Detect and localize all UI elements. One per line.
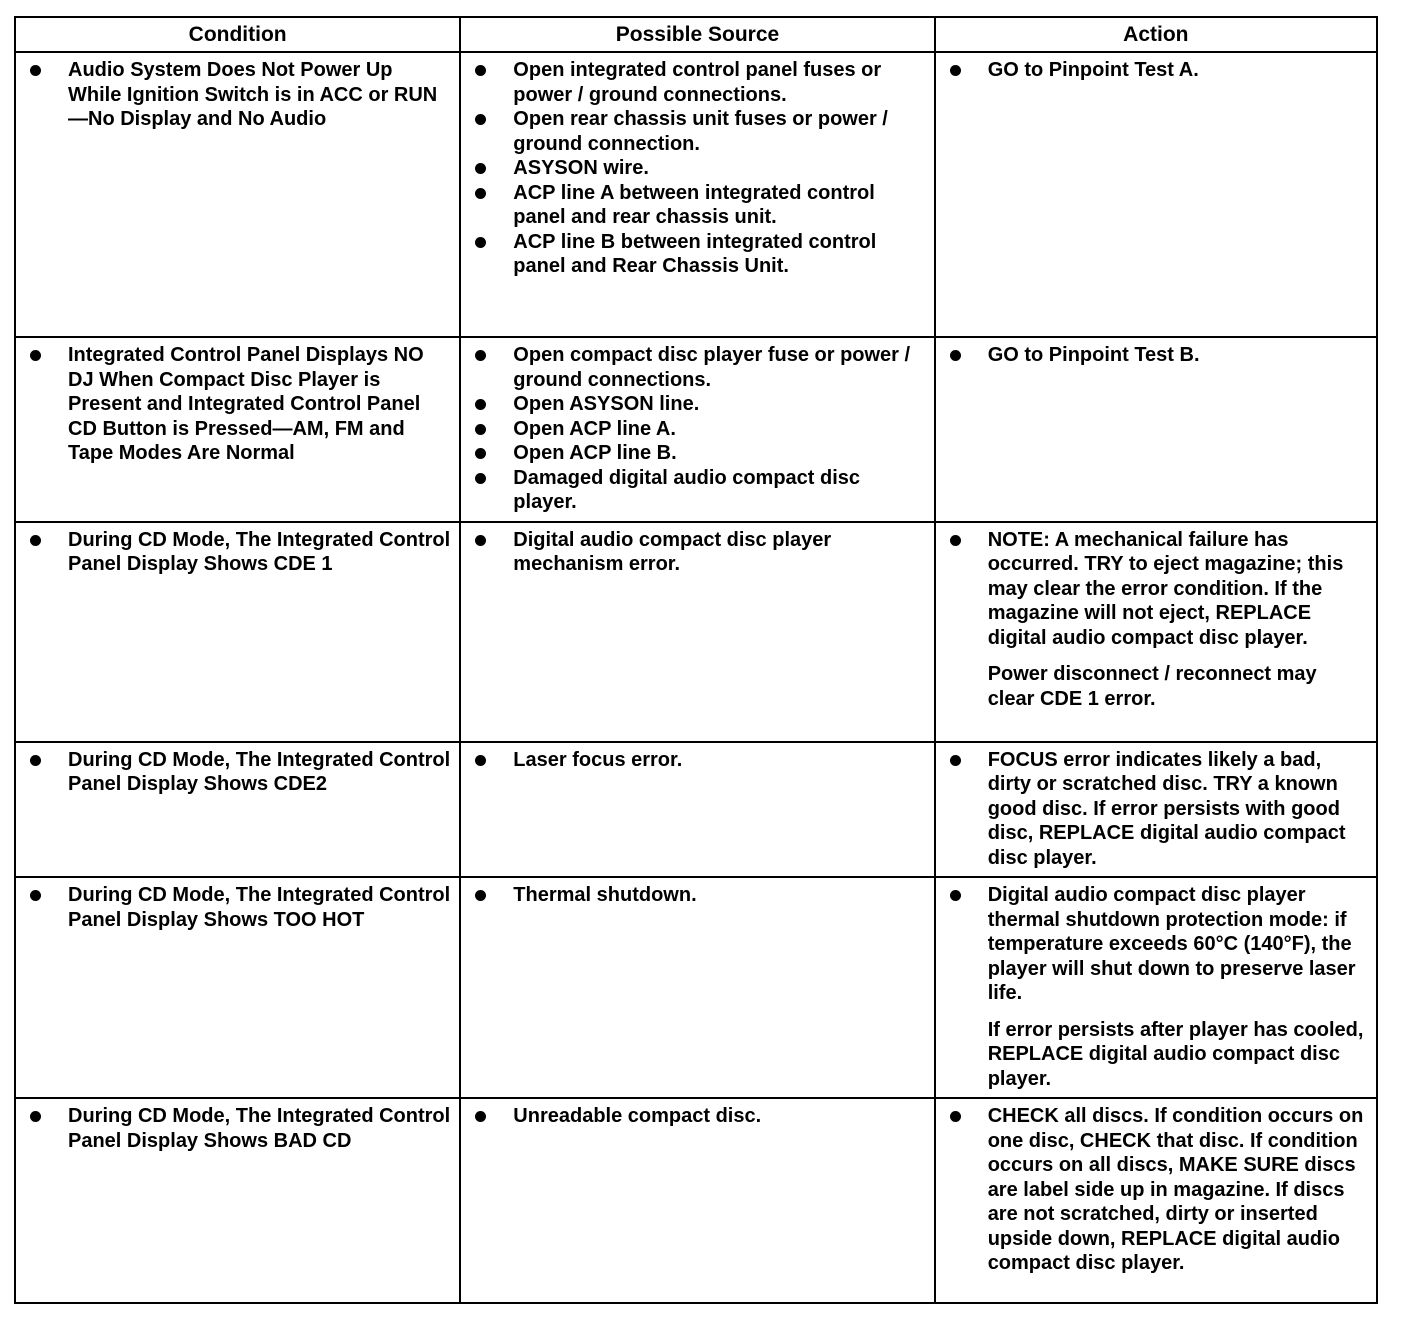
bullet-icon [475,890,486,901]
bullet-icon [475,473,486,484]
source-item [471,58,925,107]
action-note: If error persists after player has cooled, REPLACE digital audio compact disc player. [987,1018,1364,1090]
table-row [15,742,1377,878]
condition-item [26,343,451,466]
header-row [15,17,1377,52]
possible-source-cell [460,1098,934,1303]
source-item [471,883,925,908]
source-item [471,748,925,773]
source-item [471,466,925,515]
action-item-text: GO to Pinpoint Test B. [987,344,1200,366]
table-row [15,1098,1377,1303]
source-item [471,1104,925,1129]
condition-cell [15,522,460,742]
table-row [15,877,1377,1098]
source-item-text: Open integrated control panel fuses or power / ground connections. [513,59,882,106]
action-cell [935,522,1377,742]
action-item-text: NOTE: A mechanical failure has occurred. TRY to eject magazine; this may clear the error condition. If the magazine will not eject, REPLACE digital audio compact disc player. [987,528,1344,649]
action-cell [935,52,1377,337]
action-cell [935,742,1377,878]
bullet-icon [475,65,486,76]
source-item [471,343,925,392]
condition-cell [15,1098,460,1303]
condition-cell [15,52,460,337]
action-item [946,1104,1368,1276]
condition-item [26,528,451,577]
action-cell [935,337,1377,522]
possible-source-cell [460,877,934,1098]
source-item-text: Open rear chassis unit fuses or power / ground connection. [513,108,888,155]
bullet-icon [475,1111,486,1122]
condition-cell [15,877,460,1098]
bullet-icon [475,188,486,199]
bullet-icon [950,890,961,901]
source-item [471,392,925,417]
bullet-icon [950,1111,961,1122]
condition-item [26,748,451,797]
condition-item [26,1104,451,1153]
source-item-text: Open compact disc player fuse or power / ground connections. [513,344,911,391]
bullet-icon [475,535,486,546]
table-row [15,52,1377,337]
bullet-icon [475,237,486,248]
action-item [946,343,1368,368]
bullet-icon [950,65,961,76]
source-item-text: Thermal shutdown. [513,884,697,906]
source-item-text: Unreadable compact disc. [513,1105,762,1127]
header-possible-source: Possible Source [460,17,934,52]
source-item [471,107,925,156]
bullet-icon [475,448,486,459]
action-item [946,528,1368,651]
action-item [946,58,1368,83]
action-item-text: FOCUS error indicates likely a bad, dirty or scratched disc. TRY a known good disc. If error persists with good disc, REPLACE digital audio compact disc player. [987,748,1346,869]
source-item [471,441,925,466]
bullet-icon [475,163,486,174]
condition-item-text: During CD Mode, The Integrated Control Panel Display Shows BAD CD [68,1105,451,1152]
action-item [946,883,1368,1006]
possible-source-cell [460,52,934,337]
possible-source-cell [460,522,934,742]
header-condition: Condition [15,17,460,52]
bullet-icon [30,535,41,546]
source-item-text: Digital audio compact disc player mechanism error. [513,528,832,575]
header-action: Action [935,17,1377,52]
source-item-text: Open ACP line A. [513,417,676,440]
condition-item-text: Integrated Control Panel Displays NO DJ When Compact Disc Player is Present and Integrated Control Panel CD Button is Pressed—AM, FM and Tape Modes Are Normal [68,344,424,464]
action-item-text: GO to Pinpoint Test A. [987,59,1199,81]
bullet-icon [30,65,41,76]
action-item-text: Digital audio compact disc player thermal shutdown protection mode: if temperature exceeds 60°C (140°F), the player will shut down to preserve laser life. [987,884,1356,1004]
bullet-icon [950,535,961,546]
source-item-text: ACP line B between integrated control panel and Rear Chassis Unit. [513,230,877,277]
table-row [15,522,1377,742]
action-item [946,748,1368,871]
bullet-icon [475,350,486,361]
bullet-icon [475,114,486,125]
bullet-icon [30,350,41,361]
action-item-text: CHECK all discs. If condition occurs on one disc, CHECK that disc. If condition occurs on all discs, MAKE SURE discs are label side up in magazine. If discs are not scratched, dirty or inserted upside down, REPLACE digital audio compact disc player. [987,1105,1364,1274]
bullet-icon [475,424,486,435]
source-item [471,528,925,577]
action-cell [935,877,1377,1098]
source-item [471,156,925,181]
bullet-icon [475,399,486,410]
table-body [15,52,1377,1303]
source-item [471,181,925,230]
condition-cell [15,337,460,522]
source-item-text: Open ASYSON line. [513,393,700,415]
bullet-icon [30,890,41,901]
diagnosis-table [14,16,1378,1304]
source-item-text: ACP line A between integrated control panel and rear chassis unit. [513,181,875,228]
source-item [471,417,925,442]
condition-item-text: During CD Mode, The Integrated Control Panel Display Shows TOO HOT [68,884,451,931]
bullet-icon [475,755,486,766]
condition-item [26,883,451,932]
condition-item [26,58,451,132]
action-note: Power disconnect / reconnect may clear CDE 1 error. [987,663,1317,710]
bullet-icon [950,350,961,361]
possible-source-cell [460,742,934,878]
source-item-text: Open ACP line B. [513,442,677,464]
bullet-icon [30,755,41,766]
source-item-text: Damaged digital audio compact disc player. [513,466,861,513]
condition-item-text: During CD Mode, The Integrated Control Panel Display Shows CDE 1 [68,528,451,575]
source-item [471,230,925,279]
condition-item-text: During CD Mode, The Integrated Control Panel Display Shows CDE2 [68,748,451,795]
possible-source-cell [460,337,934,522]
source-item-text: Laser focus error. [513,748,683,771]
condition-cell [15,742,460,878]
condition-item-text: Audio System Does Not Power Up While Ignition Switch is in ACC or RUN—No Display and No Audio [68,59,438,130]
action-cell [935,1098,1377,1303]
bullet-icon [30,1111,41,1122]
table-row [15,337,1377,522]
bullet-icon [950,755,961,766]
source-item-text: ASYSON wire. [513,157,649,179]
